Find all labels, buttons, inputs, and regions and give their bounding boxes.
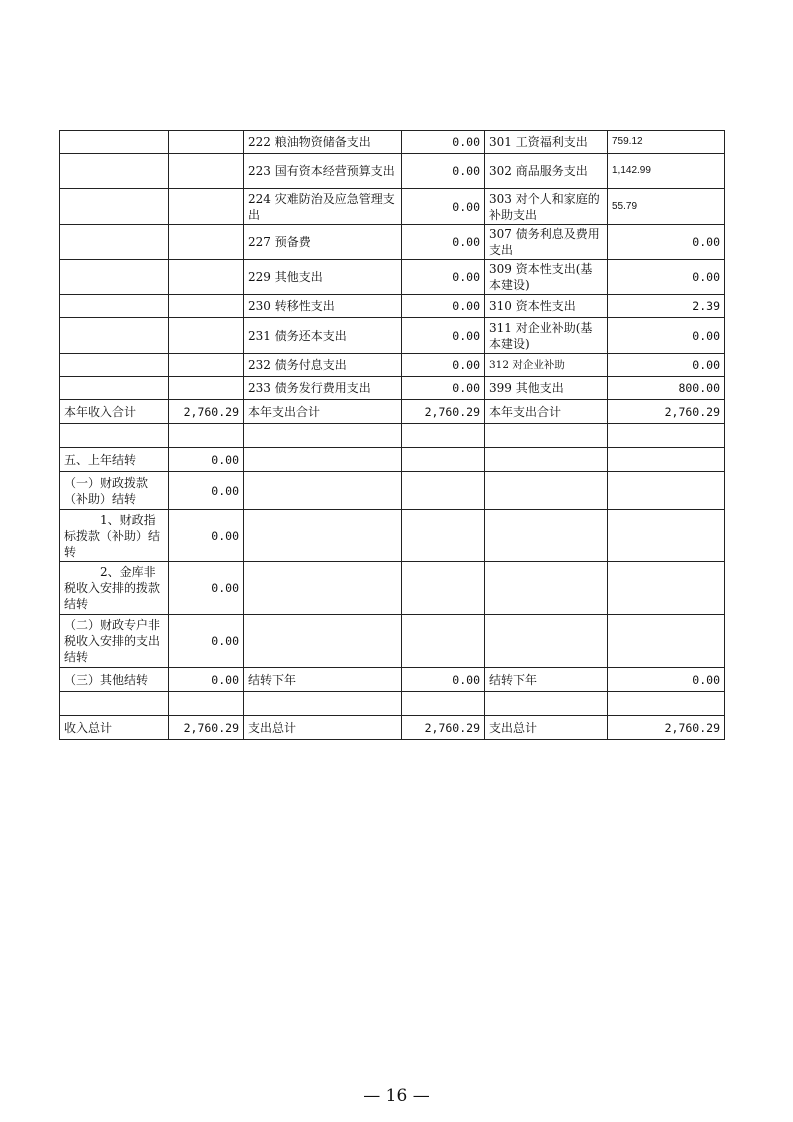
econ-expense-value: 0.00 (608, 318, 725, 354)
carry-next-econ-label: 结转下年 (485, 668, 608, 692)
carry-next-econ-value: 0.00 (608, 668, 725, 692)
carryover-other-row (60, 668, 725, 692)
carryover-fiscal-2-row (60, 562, 725, 615)
grand-income-value: 2,760.29 (169, 716, 244, 740)
carryover-fiscal-1-row (60, 510, 725, 562)
econ-expense-label: 303 对个人和家庭的补助支出 (485, 189, 608, 225)
econ-expense-value: 0.00 (608, 354, 725, 377)
func-expense-label: 227 预备费 (244, 225, 402, 260)
func-expense-value: 0.00 (402, 154, 485, 189)
func-expense-value: 0.00 (402, 225, 485, 260)
budget-table (59, 130, 725, 740)
grand-totals-row (60, 716, 725, 740)
func-expense-label: 232 债务付息支出 (244, 354, 402, 377)
econ-expense-label: 309 资本性支出(基本建设) (485, 260, 608, 295)
econ-expense-value: 1,142.99 (608, 154, 725, 189)
func-expense-value: 0.00 (402, 260, 485, 295)
func-expense-value: 0.00 (402, 131, 485, 154)
func-expense-label: 222 粮油物资储备支出 (244, 131, 402, 154)
carryover-fiscal-2-label: 2、金库非税收入安排的拨款结转 (60, 562, 169, 615)
econ-expense-label: 307 债务利息及费用支出 (485, 225, 608, 260)
table-row (60, 318, 725, 354)
page-number: — 16 — (363, 1086, 430, 1106)
blank-row (60, 692, 725, 716)
func-expense-value: 0.00 (402, 318, 485, 354)
func-expense-value: 0.00 (402, 377, 485, 400)
table-row (60, 154, 725, 189)
carryover-title-label: 五、上年结转 (60, 448, 169, 472)
econ-expense-value: 0.00 (608, 260, 725, 295)
func-expense-label: 231 债务还本支出 (244, 318, 402, 354)
annual-func-value: 2,760.29 (402, 400, 485, 424)
grand-econ-label: 支出总计 (485, 716, 608, 740)
grand-income-label: 收入总计 (60, 716, 169, 740)
econ-expense-label: 399 其他支出 (485, 377, 608, 400)
annual-econ-value: 2,760.29 (608, 400, 725, 424)
annual-income-label: 本年收入合计 (60, 400, 169, 424)
econ-expense-value: 0.00 (608, 225, 725, 260)
annual-income-value: 2,760.29 (169, 400, 244, 424)
carry-next-func-value: 0.00 (402, 668, 485, 692)
econ-expense-value: 759.12 (608, 131, 725, 154)
carryover-title-value: 0.00 (169, 448, 244, 472)
carryover-fiscal-label: （一）财政拨款（补助）结转 (60, 472, 169, 510)
econ-expense-label: 310 资本性支出 (485, 295, 608, 318)
econ-expense-value: 800.00 (608, 377, 725, 400)
carryover-special-label: （二）财政专户非税收入安排的支出结转 (60, 615, 169, 668)
table-row (60, 189, 725, 225)
func-expense-label: 229 其他支出 (244, 260, 402, 295)
table-row (60, 295, 725, 318)
table-row (60, 260, 725, 295)
econ-expense-label: 312 对企业补助 (485, 354, 608, 377)
blank-row (60, 424, 725, 448)
annual-totals-row (60, 400, 725, 424)
econ-expense-label: 302 商品服务支出 (485, 154, 608, 189)
func-expense-label: 223 国有资本经营预算支出 (244, 154, 402, 189)
econ-expense-label: 311 对企业补助(基本建设) (485, 318, 608, 354)
table-row (60, 354, 725, 377)
func-expense-value: 0.00 (402, 295, 485, 318)
grand-func-label: 支出总计 (244, 716, 402, 740)
econ-expense-label: 301 工资福利支出 (485, 131, 608, 154)
annual-func-label: 本年支出合计 (244, 400, 402, 424)
carryover-fiscal-value: 0.00 (169, 472, 244, 510)
econ-expense-value: 2.39 (608, 295, 725, 318)
carryover-fiscal-1-label: 1、财政指标拨款（补助）结转 (60, 510, 169, 562)
carryover-other-label: （三）其他结转 (60, 668, 169, 692)
carryover-fiscal-1-value: 0.00 (169, 510, 244, 562)
annual-econ-label: 本年支出合计 (485, 400, 608, 424)
carryover-special-row (60, 615, 725, 668)
carryover-special-value: 0.00 (169, 615, 244, 668)
carryover-fiscal-2-value: 0.00 (169, 562, 244, 615)
carry-next-func-label: 结转下年 (244, 668, 402, 692)
carryover-other-value: 0.00 (169, 668, 244, 692)
table-row (60, 225, 725, 260)
table-row (60, 131, 725, 154)
grand-func-value: 2,760.29 (402, 716, 485, 740)
func-expense-value: 0.00 (402, 354, 485, 377)
grand-econ-value: 2,760.29 (608, 716, 725, 740)
func-expense-label: 233 债务发行费用支出 (244, 377, 402, 400)
func-expense-label: 224 灾难防治及应急管理支出 (244, 189, 402, 225)
func-expense-value: 0.00 (402, 189, 485, 225)
econ-expense-value: 55.79 (608, 189, 725, 225)
table-row (60, 377, 725, 400)
func-expense-label: 230 转移性支出 (244, 295, 402, 318)
carryover-fiscal-row (60, 472, 725, 510)
carryover-title-row (60, 448, 725, 472)
